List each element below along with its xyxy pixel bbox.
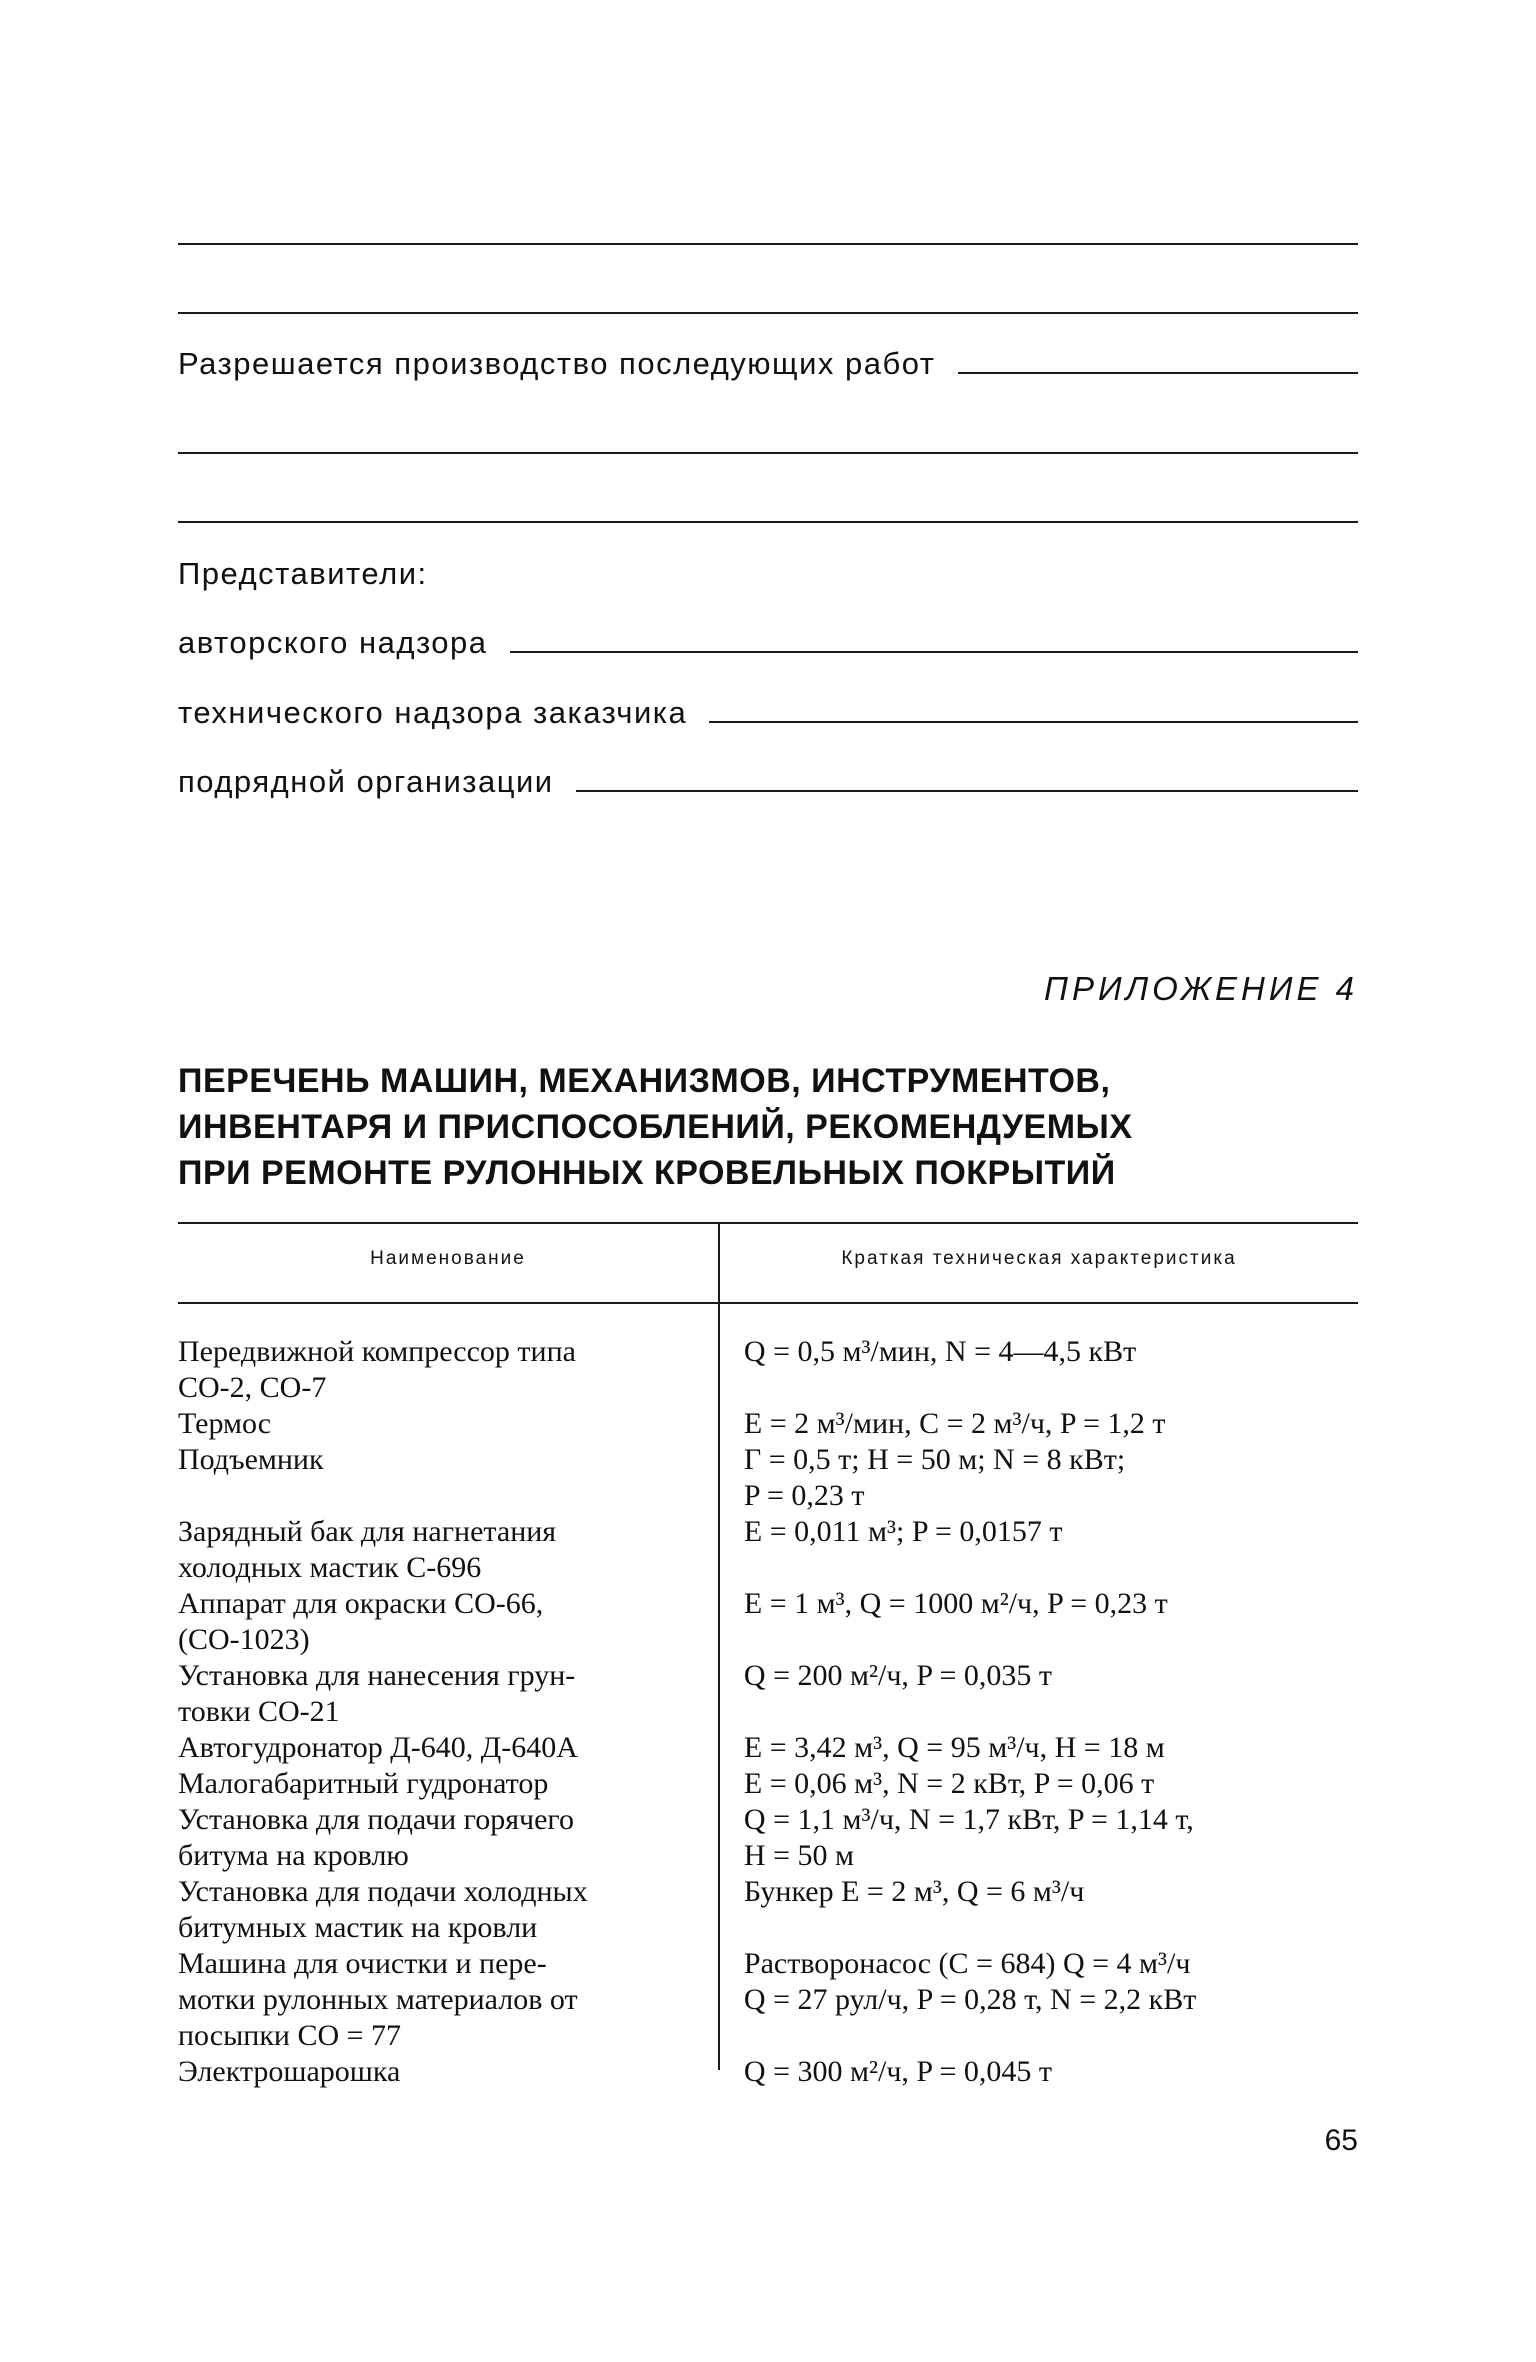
equipment-spec-line: Q = 300 м²/ч, P = 0,045 т — [743, 2055, 1053, 2088]
equipment-name-cell — [178, 1514, 709, 1586]
equipment-name-cell — [178, 1442, 709, 1514]
equipment-spec-cell — [709, 1514, 1358, 1586]
equipment-spec-line: H = 50 м — [743, 1839, 854, 1872]
appendix-title — [178, 1058, 1358, 1196]
equipment-name-cell — [178, 2054, 709, 2090]
table-body — [178, 1334, 1358, 2090]
equipment-spec-line: E = 3,42 м³, Q = 95 м³/ч, H = 18 м — [743, 1731, 1165, 1764]
equipment-name-line: Установка для нанесения грун- — [178, 1659, 576, 1692]
equipment-name-cell — [178, 1874, 709, 1946]
table-row — [178, 1586, 1358, 1658]
table-row — [178, 1874, 1358, 1946]
equipment-name-line: холодных мастик С-696 — [178, 1551, 482, 1584]
table-row — [178, 1406, 1358, 1442]
equipment-name-line: товки СО-21 — [178, 1695, 340, 1728]
equipment-spec-line: P = 0,23 т — [743, 1479, 865, 1512]
equipment-spec-cell — [709, 1766, 1358, 1802]
technical-supervision-label: технического надзора заказчика — [178, 695, 688, 730]
equipment-spec-cell — [709, 1730, 1358, 1766]
technical-supervision-fill-line[interactable] — [709, 719, 1358, 723]
equipment-spec-cell — [709, 1874, 1358, 1946]
equipment-spec-line: Q = 1,1 м³/ч, N = 1,7 кВт, P = 1,14 т, — [743, 1803, 1194, 1836]
equipment-name-line: Установка для подачи горячего — [178, 1803, 574, 1836]
equipment-spec-line: Растворонасос (С = 684) Q = 4 м³/ч — [743, 1947, 1191, 1980]
table-row — [178, 1730, 1358, 1766]
equipment-spec-line: E = 1 м³, Q = 1000 м²/ч, P = 0,23 т — [743, 1587, 1168, 1620]
table-row — [178, 1334, 1358, 1406]
equipment-name-line: битумных мастик на кровли — [178, 1911, 538, 1944]
equipment-spec-cell — [709, 1334, 1358, 1406]
equipment-name-line: СО-2, СО-7 — [178, 1371, 327, 1404]
equipment-spec-line: E = 0,011 м³; P = 0,0157 т — [743, 1515, 1063, 1548]
appendix-title-line: ПЕРЕЧЕНЬ МАШИН, МЕХАНИЗМОВ, ИНСТРУМЕНТОВ, — [178, 1062, 1111, 1100]
equipment-spec-cell — [709, 1802, 1358, 1874]
blank-line-1 — [178, 243, 1358, 245]
table-top-rule — [178, 1222, 1358, 1224]
equipment-name-line: Электрошарошка — [178, 2055, 401, 2088]
equipment-name-cell — [178, 1730, 709, 1766]
equipment-spec-line: Бункер E = 2 м³, Q = 6 м³/ч — [743, 1875, 1085, 1908]
header-spec: Краткая техническая характеристика — [841, 1248, 1237, 1269]
equipment-spec-line: Q = 0,5 м³/мин, N = 4—4,5 кВт — [743, 1335, 1137, 1368]
equipment-spec-line: E = 0,06 м³, N = 2 кВт, P = 0,06 т — [743, 1767, 1155, 1800]
contractor-row — [178, 764, 1358, 800]
contractor-label: подрядной организации — [178, 764, 554, 799]
table-row — [178, 1766, 1358, 1802]
blank-line-4 — [178, 521, 1358, 523]
table-row — [178, 2054, 1358, 2090]
equipment-name-cell — [178, 1766, 709, 1802]
table-header-rule — [178, 1302, 1358, 1304]
equipment-name-line: посыпки СО = 77 — [178, 2019, 402, 2052]
equipment-spec-line: Q = 27 рул/ч, P = 0,28 т, N = 2,2 кВт — [743, 1983, 1197, 2016]
table-row — [178, 1946, 1358, 2054]
equipment-name-line: Автогудронатор Д-640, Д-640А — [178, 1731, 578, 1764]
equipment-spec-cell — [709, 1658, 1358, 1730]
header-name: Наименование — [370, 1248, 526, 1269]
table-row — [178, 1514, 1358, 1586]
table-row — [178, 1442, 1358, 1514]
equipment-name-cell — [178, 1658, 709, 1730]
equipment-spec-cell — [709, 2054, 1358, 2090]
equipment-name-cell — [178, 1406, 709, 1442]
equipment-spec-cell — [709, 1586, 1358, 1658]
author-supervision-label: авторского надзора — [178, 625, 488, 660]
permission-fill-line[interactable] — [958, 370, 1359, 374]
equipment-spec-cell — [709, 1442, 1358, 1514]
equipment-name-cell — [178, 1802, 709, 1874]
equipment-spec-cell — [709, 1946, 1358, 2054]
equipment-spec-line: E = 2 м³/мин, C = 2 м³/ч, P = 1,2 т — [743, 1407, 1166, 1440]
equipment-name-line: Аппарат для окраски СО-66, — [178, 1587, 544, 1620]
appendix-title-line: ИНВЕНТАРЯ И ПРИСПОСОБЛЕНИЙ, РЕКОМЕНДУЕМЫХ — [178, 1108, 1133, 1146]
equipment-name-line: битума на кровлю — [178, 1839, 409, 1872]
technical-supervision-row — [178, 695, 1358, 731]
author-supervision-row — [178, 625, 1358, 661]
blank-line-3 — [178, 452, 1358, 454]
table-row — [178, 1802, 1358, 1874]
equipment-name-line: Малогабаритный гудронатор — [178, 1767, 549, 1800]
equipment-name-line: Передвижной компрессор типа — [178, 1335, 576, 1368]
equipment-spec-line: Q = 200 м²/ч, P = 0,035 т — [743, 1659, 1053, 1692]
permission-label: Разрешается производство последующих работ — [178, 346, 936, 381]
equipment-name-cell — [178, 1334, 709, 1406]
equipment-name-line: Термос — [178, 1407, 272, 1440]
equipment-name-line: (СО-1023) — [178, 1623, 310, 1656]
equipment-name-line: Подъемник — [178, 1443, 324, 1476]
contractor-fill-line[interactable] — [576, 788, 1358, 792]
equipment-name-cell — [178, 1586, 709, 1658]
equipment-spec-cell — [709, 1406, 1358, 1442]
equipment-name-line: Установка для подачи холодных — [178, 1875, 588, 1908]
appendix-title-line: ПРИ РЕМОНТЕ РУЛОННЫХ КРОВЕЛЬНЫХ ПОКРЫТИЙ — [178, 1154, 1116, 1192]
appendix-label: ПРИЛОЖЕНИЕ 4 — [1044, 970, 1358, 1007]
equipment-name-line: Машина для очистки и пере- — [178, 1947, 547, 1980]
author-supervision-fill-line[interactable] — [510, 649, 1358, 653]
permission-row — [178, 346, 1358, 382]
equipment-name-cell — [178, 1946, 709, 2054]
equipment-name-line: Зарядный бак для нагнетания — [178, 1515, 557, 1548]
equipment-spec-line: Г = 0,5 т; Н = 50 м; N = 8 кВт; — [743, 1443, 1126, 1476]
table-row — [178, 1658, 1358, 1730]
blank-line-2 — [178, 312, 1358, 314]
page-number: 65 — [1324, 2124, 1358, 2157]
representatives-label: Представители: — [178, 556, 428, 591]
equipment-name-line: мотки рулонных материалов от — [178, 1983, 578, 2016]
